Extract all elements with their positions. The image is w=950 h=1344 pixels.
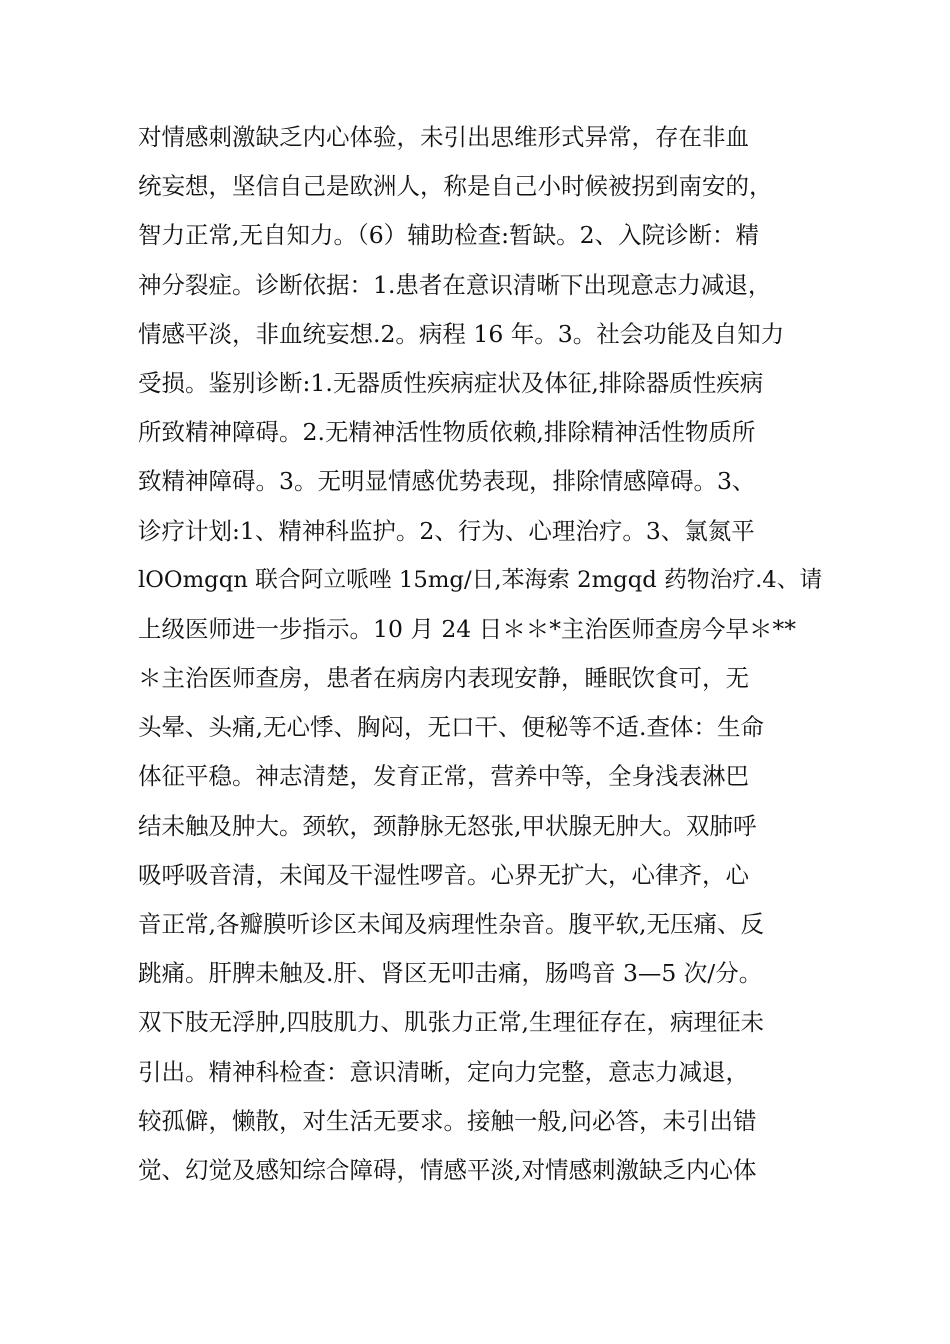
text-line: 吸呼吸音清，未闻及干湿性啰音。心界无扩大，心律齐，心 xyxy=(138,860,749,889)
text-line: 上级医师进一步指示。10 月 24 日＊＊*主治医师查房今早＊** xyxy=(138,614,796,643)
text-line: 致精神障碍。3。无明显情感优势表现，排除情感障碍。3、 xyxy=(138,467,756,496)
body-text xyxy=(138,113,828,1195)
text-line: 引出。精神科检查：意识清晰，定向力完整，意志力减退， xyxy=(138,1057,749,1086)
text-line: 所致精神障碍。2.无精神活性物质依赖,排除精神活性物质所 xyxy=(138,418,756,447)
text-line: 体征平稳。神志清楚，发育正常，营养中等，全身浅表淋巴 xyxy=(138,762,749,791)
text-line: 觉、幻觉及感知综合障碍，情感平淡,对情感刺激缺乏内心体 xyxy=(138,1155,757,1184)
text-line: lOOmgqn 联合阿立哌唑 15mg/日,苯海索 2mgqd 药物治疗.4、请 xyxy=(138,566,823,593)
text-line: 对情感刺激缺乏内心体验，未引出思维形式异常，存在非血 xyxy=(138,123,749,151)
text-line: 较孤僻，懒散，对生活无要求。接触一般,问必答，未引出错 xyxy=(138,1106,757,1135)
text-line: 情感平淡，非血统妄想.2。病程 16 年。3。社会功能及自知力 xyxy=(138,319,785,348)
text-line: 跳痛。肝脾未触及.肝、肾区无叩击痛，肠鸣音 3—5 次/分。 xyxy=(138,959,763,988)
text-line: 统妄想，坚信自己是欧洲人，称是自己小时候被拐到南安的， xyxy=(138,172,773,201)
text-line: 结未触及肿大。颈软，颈静脉无怒张,甲状腺无肿大。双肺呼 xyxy=(138,811,757,840)
text-line: 受损。鉴别诊断:1.无器质性疾病症状及体征,排除器质性疾病 xyxy=(138,368,764,397)
text-line: 诊疗计划:1、精神科监护。2、行为、心理治疗。3、氯氮平 xyxy=(138,516,755,545)
text-line: 头晕、头痛,无心悸、胸闷，无口干、便秘等不适.查体：生命 xyxy=(138,713,764,742)
text-line: 神分裂症。诊断依据：1.患者在意识清晰下出现意志力减退， xyxy=(138,270,772,299)
text-line: 音正常,各瓣膜听诊区未闻及病理性杂音。腹平软,无压痛、反 xyxy=(138,910,764,938)
text-line: 智力正常,无自知力。（6）辅助检查:暂缺。2、入院诊断：精 xyxy=(138,221,760,250)
text-line: ＊主治医师查房，患者在病房内表现安静，睡眠饮食可，无 xyxy=(138,664,749,693)
text-line: 双下肢无浮肿,四肢肌力、肌张力正常,生理征存在，病理征未 xyxy=(138,1008,764,1037)
